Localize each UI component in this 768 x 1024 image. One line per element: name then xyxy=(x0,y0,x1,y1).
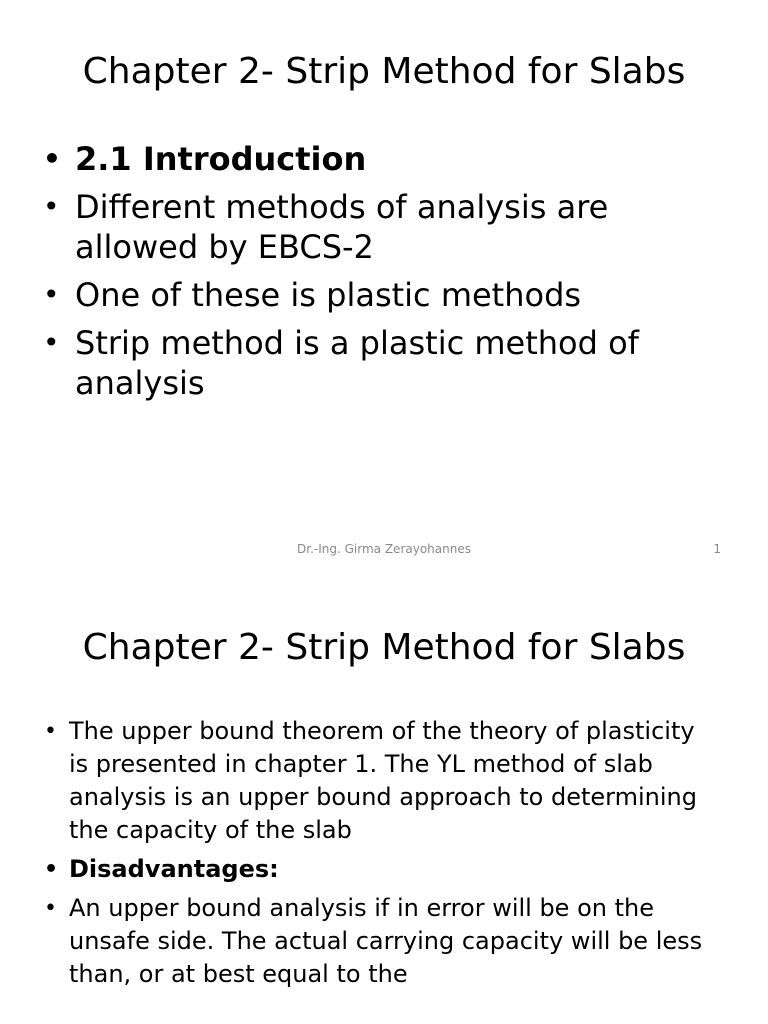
slide-2 xyxy=(0,576,768,1024)
slide-2-title: Chapter 2- Strip Method for Slabs xyxy=(82,627,686,668)
slide-2-bullet-list xyxy=(69,715,709,997)
bullet-upper-bound-theorem: • The upper bound theorem of the theory of plasticity is presented in chapter 1. The YL method of slab analysis is an upper bound approach to determining the capacity of the slab xyxy=(69,715,709,847)
footer-author: Dr.-Ing. Girma Zerayohannes xyxy=(297,542,471,556)
bullet-plastic-methods: • One of these is plastic methods xyxy=(75,275,715,315)
bullet-strip-method: • Strip method is a plastic method of analysis xyxy=(75,323,715,403)
bullet-introduction-heading: • 2.1 Introduction xyxy=(75,139,715,179)
bullet-analysis-methods: • Different methods of analysis are allowed by EBCS-2 xyxy=(75,187,715,267)
slide-1-bullet-list xyxy=(75,139,715,411)
page-number: 1 xyxy=(713,542,721,556)
bullet-unsafe-side: • An upper bound analysis if in error will be on the unsafe side. The actual carrying capacity will be less than, or at best equal to the xyxy=(69,892,709,991)
bullet-disadvantages-heading: • Disadvantages: xyxy=(69,853,709,886)
slide-1-title: Chapter 2- Strip Method for Slabs xyxy=(82,51,686,92)
